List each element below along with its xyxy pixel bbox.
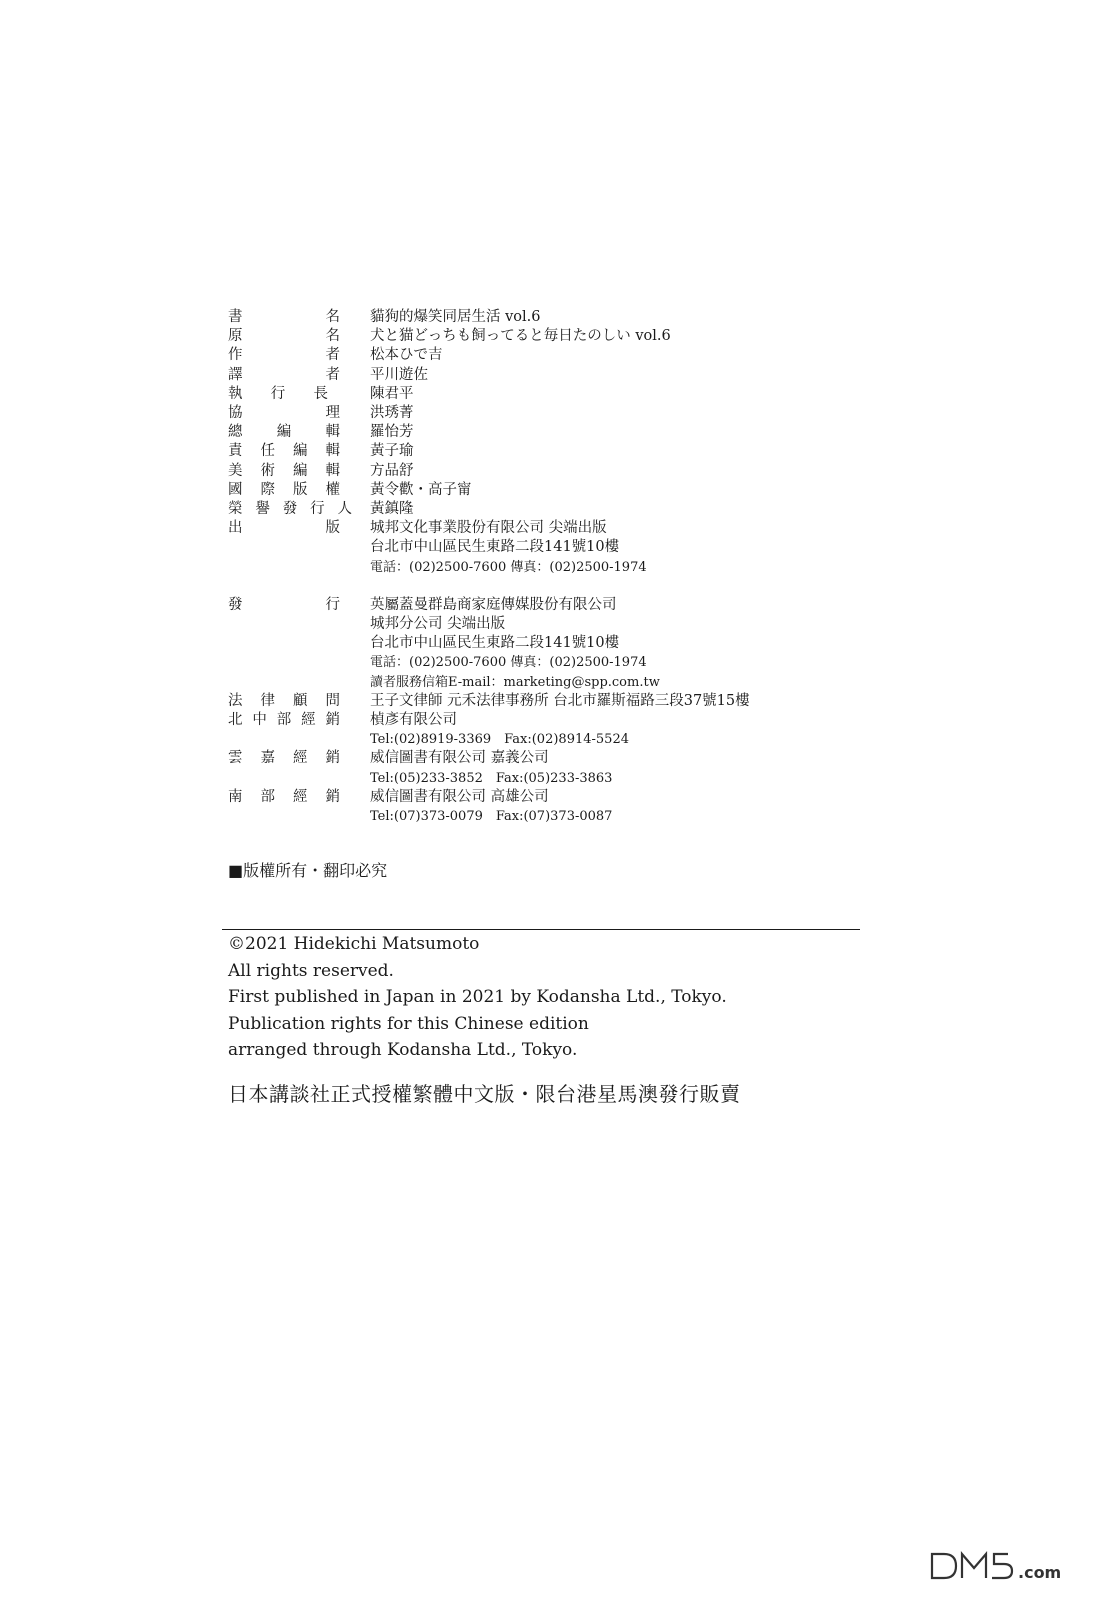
credit-value: 黃鎮隆 xyxy=(370,501,414,518)
english-line: Publication rights for this Chinese edition xyxy=(228,1013,589,1034)
credit-label: 北中部經銷 xyxy=(228,712,340,729)
credit-value: 威信圖書有限公司 嘉義公司 xyxy=(370,750,549,767)
credit-value: Tel:(02)8919-3369 Fax:(02)8914-5524 xyxy=(370,732,629,748)
credit-value: 松本ひで吉 xyxy=(370,347,443,364)
credit-value: 讀者服務信箱E-mail：marketing@spp.com.tw xyxy=(370,674,660,690)
credit-row-translator xyxy=(228,366,868,385)
credit-label: 執行長 xyxy=(228,385,328,402)
english-line: ©2021 Hidekichi Matsumoto xyxy=(228,934,480,954)
credit-value: 台北市中山區民生東路二段141號10樓 xyxy=(370,635,620,652)
credit-label: 雲嘉經銷 xyxy=(228,750,340,767)
divider-line xyxy=(222,929,860,930)
credit-row-associate-manager xyxy=(228,404,868,423)
credit-label: 協理 xyxy=(228,405,340,422)
english-line: arranged through Kodansha Ltd., Tokyo. xyxy=(228,1040,578,1060)
credit-row-ceo xyxy=(228,385,868,404)
credit-value: 犬と猫どっちも飼ってると毎日たのしい vol.6 xyxy=(370,328,671,345)
credit-row-author xyxy=(228,346,868,365)
english-line: First published in Japan in 2021 by Kodansha Ltd., Tokyo. xyxy=(228,987,727,1007)
credit-row-chief-editor xyxy=(228,423,868,442)
svg-text:.com: .com xyxy=(1018,1563,1062,1582)
credit-label: 榮譽發行人 xyxy=(228,501,352,518)
credit-value: 楨彥有限公司 xyxy=(370,712,457,729)
credit-value: 羅怡芳 xyxy=(370,424,414,441)
credit-row-title xyxy=(228,308,868,327)
credit-value: 黃子瑜 xyxy=(370,443,414,460)
credit-value: 王子文律師 元禾法律事務所 台北市羅斯福路三段37號15樓 xyxy=(370,692,750,709)
credit-label: 法律顧問 xyxy=(228,692,340,709)
credit-value: 城邦文化事業股份有限公司 尖端出版 xyxy=(370,520,607,537)
credit-value: Tel:(05)233-3852 Fax:(05)233-3863 xyxy=(370,770,613,786)
credit-label: 譯者 xyxy=(228,366,340,383)
credit-value: 電話：(02)2500-7600 傳真：(02)2500-1974 xyxy=(370,559,647,575)
credit-value: 方品舒 xyxy=(370,462,414,479)
credit-row-original-title xyxy=(228,327,868,346)
credit-row-editor xyxy=(228,442,868,461)
credit-row-distributor xyxy=(228,596,868,692)
credit-value: 貓狗的爆笑同居生活 vol.6 xyxy=(370,309,541,325)
credit-row-legal-advisor xyxy=(228,692,868,711)
credit-label: 發行 xyxy=(228,596,340,613)
credit-row-north-central-dealer xyxy=(228,711,868,749)
dm5-watermark-logo xyxy=(928,1548,1078,1584)
credit-label: 書名 xyxy=(228,309,340,325)
authorization-notice: 日本講談社正式授權繁體中文版・限台港星馬澳發行販賣 xyxy=(228,1082,741,1106)
english-line: All rights reserved. xyxy=(228,960,394,981)
credit-label: 責任編輯 xyxy=(228,443,340,460)
credit-row-international-rights xyxy=(228,481,868,500)
credit-label: 南部經銷 xyxy=(228,788,340,805)
credit-label: 美術編輯 xyxy=(228,462,340,479)
credit-row-honorary-publisher xyxy=(228,500,868,519)
credit-value: Tel:(07)373-0079 Fax:(07)373-0087 xyxy=(370,809,613,825)
credit-row-publisher xyxy=(228,519,868,577)
credit-row-art-editor xyxy=(228,462,868,481)
credit-value: 平川遊佐 xyxy=(370,366,428,383)
english-copyright-block xyxy=(228,931,727,1064)
credit-row-yunjia-dealer xyxy=(228,749,868,787)
credit-label: 總編輯 xyxy=(228,424,340,441)
credit-value: 威信圖書有限公司 高雄公司 xyxy=(370,788,549,805)
credit-label: 原名 xyxy=(228,328,340,345)
credit-value: 城邦分公司 尖端出版 xyxy=(370,616,506,633)
credit-value: 電話：(02)2500-7600 傳真：(02)2500-1974 xyxy=(370,655,647,671)
credit-label: 國際版權 xyxy=(228,481,340,498)
credit-label: 作者 xyxy=(228,347,340,364)
credits-block xyxy=(228,308,868,826)
credit-value: 洪琇菁 xyxy=(370,405,414,422)
credit-value: 黃令歡・高子甯 xyxy=(370,481,472,498)
credit-value: 台北市中山區民生東路二段141號10樓 xyxy=(370,539,620,556)
credit-label: 出版 xyxy=(228,520,340,537)
rights-notice: ■版權所有・翻印必究 xyxy=(228,861,388,880)
credit-value: 陳君平 xyxy=(370,385,414,402)
credit-row-south-dealer xyxy=(228,788,868,826)
credit-value: 英屬蓋曼群島商家庭傳媒股份有限公司 xyxy=(370,596,617,613)
